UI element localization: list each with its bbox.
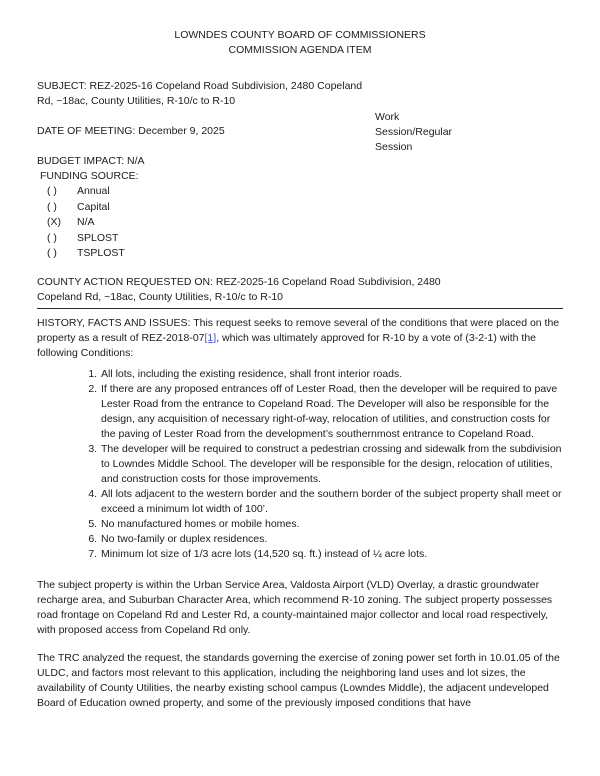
checkbox-mark: ( ) <box>47 185 57 197</box>
checkbox-mark-checked: (X) <box>47 216 61 229</box>
funding-option-label: SPLOST <box>77 231 119 244</box>
condition-item-7: 7. Minimum lot size of 1/3 acre lots (14,520 sq. ft.) instead of ¼ acre lots. <box>100 547 563 562</box>
subject-line: SUBJECT: REZ-2025-16 Copeland Road Subdivision, 2480 Copeland Rd, ~18ac, County Utilities, R-10/c to R-10 <box>37 80 363 107</box>
checkbox-mark: ( ) <box>47 231 57 244</box>
funding-option-capital <box>47 200 563 216</box>
checkbox-mark: ( ) <box>47 247 57 260</box>
condition-item-1: 1. All lots, including the existing residence, shall front interior roads. <box>100 367 563 382</box>
session-type-label: Work Session/Regular Session <box>375 111 453 153</box>
county-action-requested <box>37 275 563 309</box>
funding-option-label: Capital <box>77 200 110 213</box>
county-action-text: COUNTY ACTION REQUESTED ON: REZ-2025-16 Copeland Road Subdivision, 2480 Copeland Rd, ~18ac, County Utilities, R-10/c to R-10 <box>37 275 441 303</box>
history-facts-issues-paragraph <box>37 316 563 361</box>
funding-option-tsplost <box>47 246 563 262</box>
funding-option-na <box>47 215 563 231</box>
budget-impact: BUDGET IMPACT: N/A <box>37 155 145 167</box>
checkbox-mark: ( ) <box>47 200 57 213</box>
funding-source-label: FUNDING SOURCE: <box>40 170 139 182</box>
date-of-meeting: DATE OF MEETING: December 9, 2025 <box>37 125 225 137</box>
condition-item-4: 4. All lots adjacent to the western border and the southern border of the subject property shall meet or exceed a minimum lot width of 100’. <box>100 487 563 517</box>
funding-option-label: N/A <box>77 216 95 229</box>
condition-item-3: 3. The developer will be required to construct a pedestrian crossing and sidewalk from the subdivision to Lowndes Middle School. The developer will be responsible for the design, relocation of utilities, and construction costs for those improvements. <box>100 442 563 487</box>
trc-analysis-paragraph: The TRC analyzed the request, the standards governing the exercise of zoning power set forth in 10.01.05 of the ULDC, and factors most relevant to this application, including the neighboring land uses and lot sizes, the availability of County Utilities, the nearby existing school campus (Lowndes Middle), the adjacent undeveloped Board of Education owned property, and some of the previously imposed conditions that have <box>37 651 560 709</box>
funding-option-label: TSPLOST <box>77 247 125 260</box>
footnote-link-1[interactable]: [1] <box>204 331 217 344</box>
document-title: LOWNDES COUNTY BOARD OF COMMISSIONERS <box>174 29 426 41</box>
funding-source-options <box>37 184 563 262</box>
subject-property-paragraph: The subject property is within the Urban Service Area, Valdosta Airport (VLD) Overlay, a drastic groundwater recharge area, and Suburban Character Area, which recommend R-10 zoning. The subject property possesses road frontage on Copeland Rd and Lester Rd, a county-maintained major collector and local road respectively, with proposed access from Copeland Rd only. <box>37 578 553 636</box>
condition-item-2: 2. If there are any proposed entrances off of Lester Road, then the developer will be required to pave Lester Road from the entrance to Copeland Road. The Developer will also be responsible for the design, any acquisition of necessary right-of-way, relocation of utilities, and construction costs for the paving of Lester Road from the development’s southernmost entrance to Copeland Road. <box>100 382 563 442</box>
history-text-before-link: HISTORY, FACTS AND ISSUES: This request seeks to remove several of the conditions that were placed on the property as a result of REZ-2018-07 <box>37 316 560 344</box>
funding-option-annual <box>47 184 563 200</box>
condition-item-6: 6. No two-family or duplex residences. <box>100 532 563 547</box>
history-text-after-link: , which was ultimately approved for R-10 by a vote of (3-2-1) with the following Conditions: <box>37 331 536 359</box>
condition-item-5: 5. No manufactured homes or mobile homes. <box>100 517 563 532</box>
conditions-list <box>37 367 563 562</box>
funding-option-splost <box>47 231 563 247</box>
document-subtitle: COMMISSION AGENDA ITEM <box>228 44 372 56</box>
document-header <box>37 28 563 58</box>
funding-option-label: Annual <box>77 185 110 197</box>
